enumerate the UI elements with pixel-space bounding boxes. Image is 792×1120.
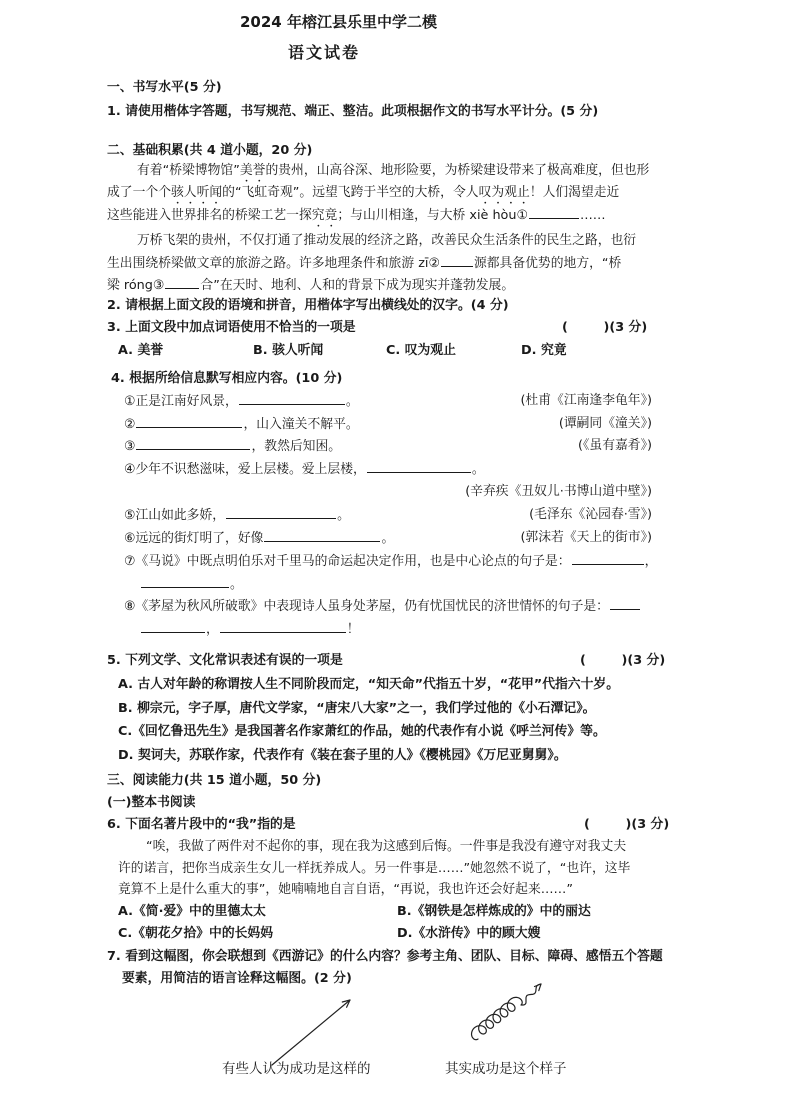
item-text: ⑦《马说》中既点明伯乐对千里马的命运起决定作用，也是中心论点的句子是： [124, 554, 571, 569]
passage-text: 的贵州，山高谷深、地形险要，为桥梁建设带来了极高难度，但也形 [265, 163, 650, 178]
question-4-item-7 [124, 550, 657, 572]
question-7-line-1: 7. 看到这幅图，你会联想到《西游记》的什么内容？参考主角、团队、目标、障碍、感悟五个答题 [107, 949, 663, 964]
passage-text: 有着“桥梁博物馆” [137, 163, 240, 178]
item-text: ， [644, 554, 658, 569]
straight-arrow [272, 1000, 350, 1065]
score: (3 分) [609, 320, 648, 335]
question-4-item-7-continued [140, 573, 243, 595]
question-4-item-6 [124, 527, 394, 549]
question-4-item-8-continued [140, 618, 360, 640]
question-6-option-d: D.《水浒传》中的顾大嫂 [397, 926, 541, 941]
fill-blank [136, 413, 242, 428]
section-3-subheading: (一)整本书阅读 [107, 795, 196, 810]
straight-arrow-shaft [272, 1000, 350, 1065]
section-1-heading: 一、书写水平(5 分) [107, 80, 222, 95]
item-text: ， [206, 622, 219, 637]
passage-text: ；与山川相逢，与大桥 xiè hòu① [337, 208, 528, 223]
section-3-heading: 三、阅读能力(共 15 道小题，50 分) [107, 773, 322, 788]
question-6-answer-box [584, 814, 669, 836]
item-text: ③ [124, 439, 136, 454]
curly-arrow-line [472, 984, 542, 1040]
item-text: ①正是江南好风景， [124, 394, 238, 409]
question-7-line-2: 要素，用简洁的语言诠释这幅图。(2 分) [122, 971, 352, 986]
dotted-word: 叹为观止 [478, 185, 530, 200]
fill-blank [226, 504, 336, 519]
question-6-option-b: B.《钢铁是怎样炼成的》中的丽达 [397, 904, 591, 919]
question-6-option-a: A.《简·爱》中的里德太太 [118, 904, 266, 919]
figure-caption-left: 有些人认为成功是这样的 [222, 1061, 371, 1077]
dotted-word: 骇人听闻 [170, 185, 223, 200]
question-4-item-5-source: (毛泽东《沁园春·雪》) [529, 507, 652, 522]
passage-text: ！人们渴望走近 [529, 185, 620, 200]
item-text: ，山入潼关不解平。 [243, 417, 359, 432]
item-text: 。 [337, 508, 350, 523]
fill-blank [610, 595, 640, 610]
fill-blank [141, 618, 205, 633]
passage-text: 生出围绕桥梁做文章的旅游之路。许多地理条件和旅游 zī② [107, 256, 440, 271]
passage-2-line-1: 万桥飞架的贵州，不仅打通了推动发展的经济之路，改善民众生活条件的民生之路，也衍 [137, 233, 637, 248]
passage-text: 合”在天时、地利、人和的背景下成为现实并蓬勃发展。 [200, 278, 515, 293]
fill-blank-2 [441, 252, 473, 267]
item-text: ⑤江山如此多娇， [124, 508, 226, 523]
passage-text: 成了一个个 [107, 185, 171, 200]
score: (3 分) [627, 653, 666, 668]
passage-1-line-2 [107, 182, 619, 204]
question-4-item-2-source: (谭嗣同《潼关》) [558, 416, 652, 431]
fill-blank [572, 550, 644, 565]
question-4-item-1 [124, 390, 359, 412]
question-4-item-5 [124, 504, 350, 526]
fill-blank [239, 390, 345, 405]
question-3-option-d: D. 究竟 [521, 343, 567, 358]
item-text: ！ [346, 622, 360, 637]
exam-title: 2024 年榕江县乐里中学二模 [240, 13, 437, 31]
question-3-option-c: C. 叹为观止 [386, 343, 456, 358]
question-2: 2. 请根据上面文段的语境和拼音，用楷体字写出横线处的汉字。(4 分) [107, 298, 509, 313]
question-4-item-1-source: (杜甫《江南逢李龟年》) [520, 393, 652, 408]
item-text: ⑥远远的街灯明了，好像 [124, 531, 264, 546]
passage-1-line-1 [137, 160, 649, 182]
question-6-quote-line-3: 竟算不上是什么重大的事”，她喃喃地自言自语，“再说，我也许还会好起来……” [118, 882, 573, 897]
item-text: ，教然后知困。 [251, 439, 342, 454]
item-text: ⑧《茅屋为秋风所破歌》中表现诗人虽身处茅屋，仍有忧国忧民的济世情怀的句子是： [124, 599, 609, 614]
item-text: 。 [381, 531, 395, 546]
passage-text: …… [579, 208, 606, 223]
item-text: ② [124, 417, 136, 432]
question-4-item-4 [124, 458, 485, 480]
question-4-item-4-source: (辛弃疾《丑奴儿·书博山道中壁》) [465, 484, 652, 499]
question-4-item-6-source: (郭沫若《天上的街市》) [520, 530, 652, 545]
question-5-option-c: C.《回忆鲁迅先生》是我国著名作家萧红的作品，她的代表作有小说《呼兰河传》等。 [118, 724, 606, 739]
fill-blank [264, 527, 380, 542]
item-text: 。 [471, 462, 485, 477]
passage-2-line-3 [107, 274, 514, 296]
fill-blank [136, 435, 250, 450]
figure-caption-right: 其实成功是这个样子 [445, 1061, 567, 1077]
fill-blank [141, 573, 229, 588]
section-2-heading: 二、基础积累(共 4 道小题，20 分) [107, 143, 313, 158]
success-illustration [0, 975, 792, 1075]
fill-blank [220, 618, 346, 633]
passage-text: 这些能进入世界排名的桥梁工艺一探 [107, 208, 312, 223]
answer-bracket: ( ) [562, 320, 610, 335]
passage-1-line-3 [107, 204, 606, 226]
dotted-word: 究竟 [311, 208, 338, 223]
question-4-item-3 [124, 435, 341, 457]
question-3-option-b: B. 骇人听闻 [253, 343, 324, 358]
score: (3 分) [631, 817, 670, 832]
question-5-answer-box [580, 650, 665, 672]
answer-bracket: ( ) [584, 817, 632, 832]
passage-text: 梁 róng③ [107, 278, 165, 293]
dotted-word: 美誉 [239, 163, 266, 178]
exam-subtitle: 语文试卷 [288, 43, 361, 62]
item-text: 。 [345, 394, 359, 409]
question-6-quote-line-2: 许的诺言，把你当成亲生女儿一样抚养成人。另一件事是……”她忽然不说了，“也许，这毕 [118, 861, 631, 876]
question-5-stem: 5. 下列文学、文化常识表述有误的一项是 [107, 653, 343, 668]
question-4-stem: 4. 根据所给信息默写相应内容。(10 分) [111, 371, 343, 386]
question-5-option-b: B. 柳宗元，字子厚，唐代文学家，“唐宋八大家”之一，我们学过他的《小石潭记》。 [118, 701, 596, 716]
question-5-option-d: D. 契诃夫，苏联作家，代表作有《装在套子里的人》《樱桃园》《万尼亚舅舅》。 [118, 748, 567, 763]
item-text: ④少年不识愁滋味，爱上层楼。爱上层楼， [124, 462, 366, 477]
passage-2-line-2 [107, 252, 621, 274]
question-3-answer-box [562, 317, 647, 339]
question-3-option-a: A. 美誉 [118, 343, 164, 358]
question-4-item-8 [124, 595, 641, 617]
question-4-item-3-source: (《虽有嘉肴》) [578, 438, 652, 453]
curly-arrow [472, 984, 542, 1040]
fill-blank-1 [529, 204, 579, 219]
question-6-quote-line-1: “唉，我做了两件对不起你的事，现在我为这感到后悔。一件事是我没有遵守对我丈夫 [146, 839, 627, 854]
question-4-item-2 [124, 413, 359, 435]
passage-text: 的“飞虹奇观”。远望飞跨于半空的大桥，令人 [222, 185, 479, 200]
passage-text: 源都具备优势的地方，“桥 [473, 256, 622, 271]
item-text: 。 [230, 577, 243, 592]
question-5-option-a: A. 古人对年龄的称谓按人生不同阶段而定，“知天命”代指五十岁，“花甲”代指六十岁。 [118, 677, 619, 692]
fill-blank-3 [165, 274, 199, 289]
answer-bracket: ( ) [580, 653, 628, 668]
question-1: 1. 请使用楷体字答题，书写规范、端正、整洁。此项根据作文的书写水平计分。(5 分) [107, 104, 599, 119]
question-6-option-c: C.《朝花夕拾》中的长妈妈 [118, 926, 274, 941]
question-3-stem: 3. 上面文段中加点词语使用不恰当的一项是 [107, 320, 356, 335]
question-6-stem: 6. 下面名著片段中的“我”指的是 [107, 817, 296, 832]
fill-blank [367, 458, 471, 473]
